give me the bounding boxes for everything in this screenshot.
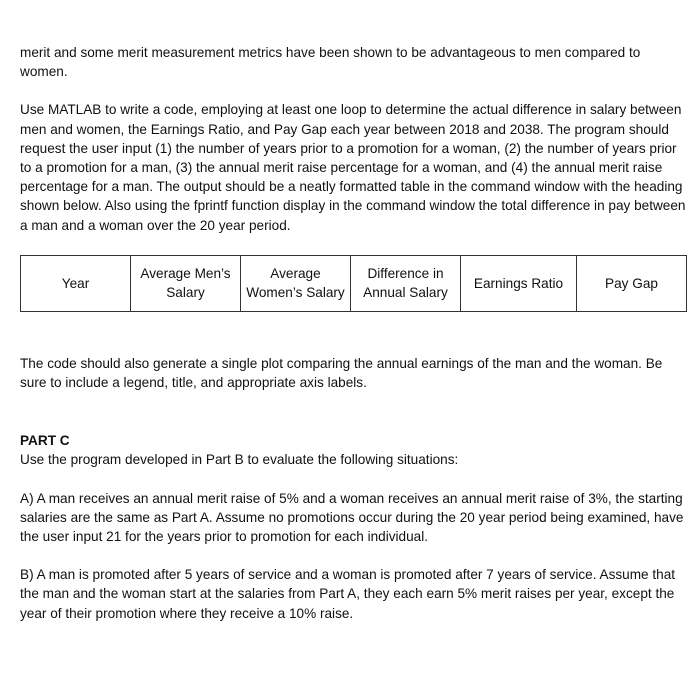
header-pay-gap: Pay Gap <box>577 255 687 311</box>
header-average-mens-salary: Average Men’s Salary <box>131 255 241 311</box>
situation-a-paragraph: A) A man receives an annual merit raise of 5% and a woman receives an annual merit raise of 3%, the starting salaries are the same as Part A. Assume no promotions occur during the 20 year period being examined, have the user input 21 for the years prior to promotion for each individual. <box>20 490 684 545</box>
intro-paragraph: merit and some merit measurement metrics have been shown to be advantageous to men compared to women. <box>20 45 641 80</box>
part-c-instruction: Use the program developed in Part B to evaluate the following situations: <box>20 452 459 468</box>
table-header-row <box>21 255 687 311</box>
header-earnings-ratio: Earnings Ratio <box>461 255 577 311</box>
header-difference-annual-salary: Difference in Annual Salary <box>351 255 461 311</box>
document-page <box>20 43 688 623</box>
plot-paragraph: The code should also generate a single plot comparing the annual earnings of the man and the woman. Be sure to include a legend, title, and appropriate axis labels. <box>20 355 663 391</box>
task-paragraph: Use MATLAB to write a code, employing at least one loop to determine the actual difference in salary between men and women, the Earnings Ratio, and Pay Gap each year between 2018 and 2038. The program should request the user input (1) the number of years prior to a promotion for a woman, (2) the number of years prior to a promotion for a man, (3) the annual merit raise percentage for a woman, and (4) the annual merit raise percentage for a man. The output should be a neatly formatted table in the command window with the heading shown below. Also using the fprintf function display in the command window the total difference in pay between a man and a woman over the 20 year period. <box>20 102 686 233</box>
situation-b-paragraph: B) A man is promoted after 5 years of service and a woman is promoted after 7 years of service. Assume that the man and the woman start at the salaries from Part A, they each earn 5% merit raises per year, except the year of their promotion where they receive a 10% raise. <box>20 567 676 621</box>
header-year: Year <box>21 255 131 311</box>
header-average-womens-salary: Average Women’s Salary <box>241 255 351 311</box>
output-heading-table <box>20 255 687 312</box>
part-c-heading: PART C <box>20 433 70 449</box>
